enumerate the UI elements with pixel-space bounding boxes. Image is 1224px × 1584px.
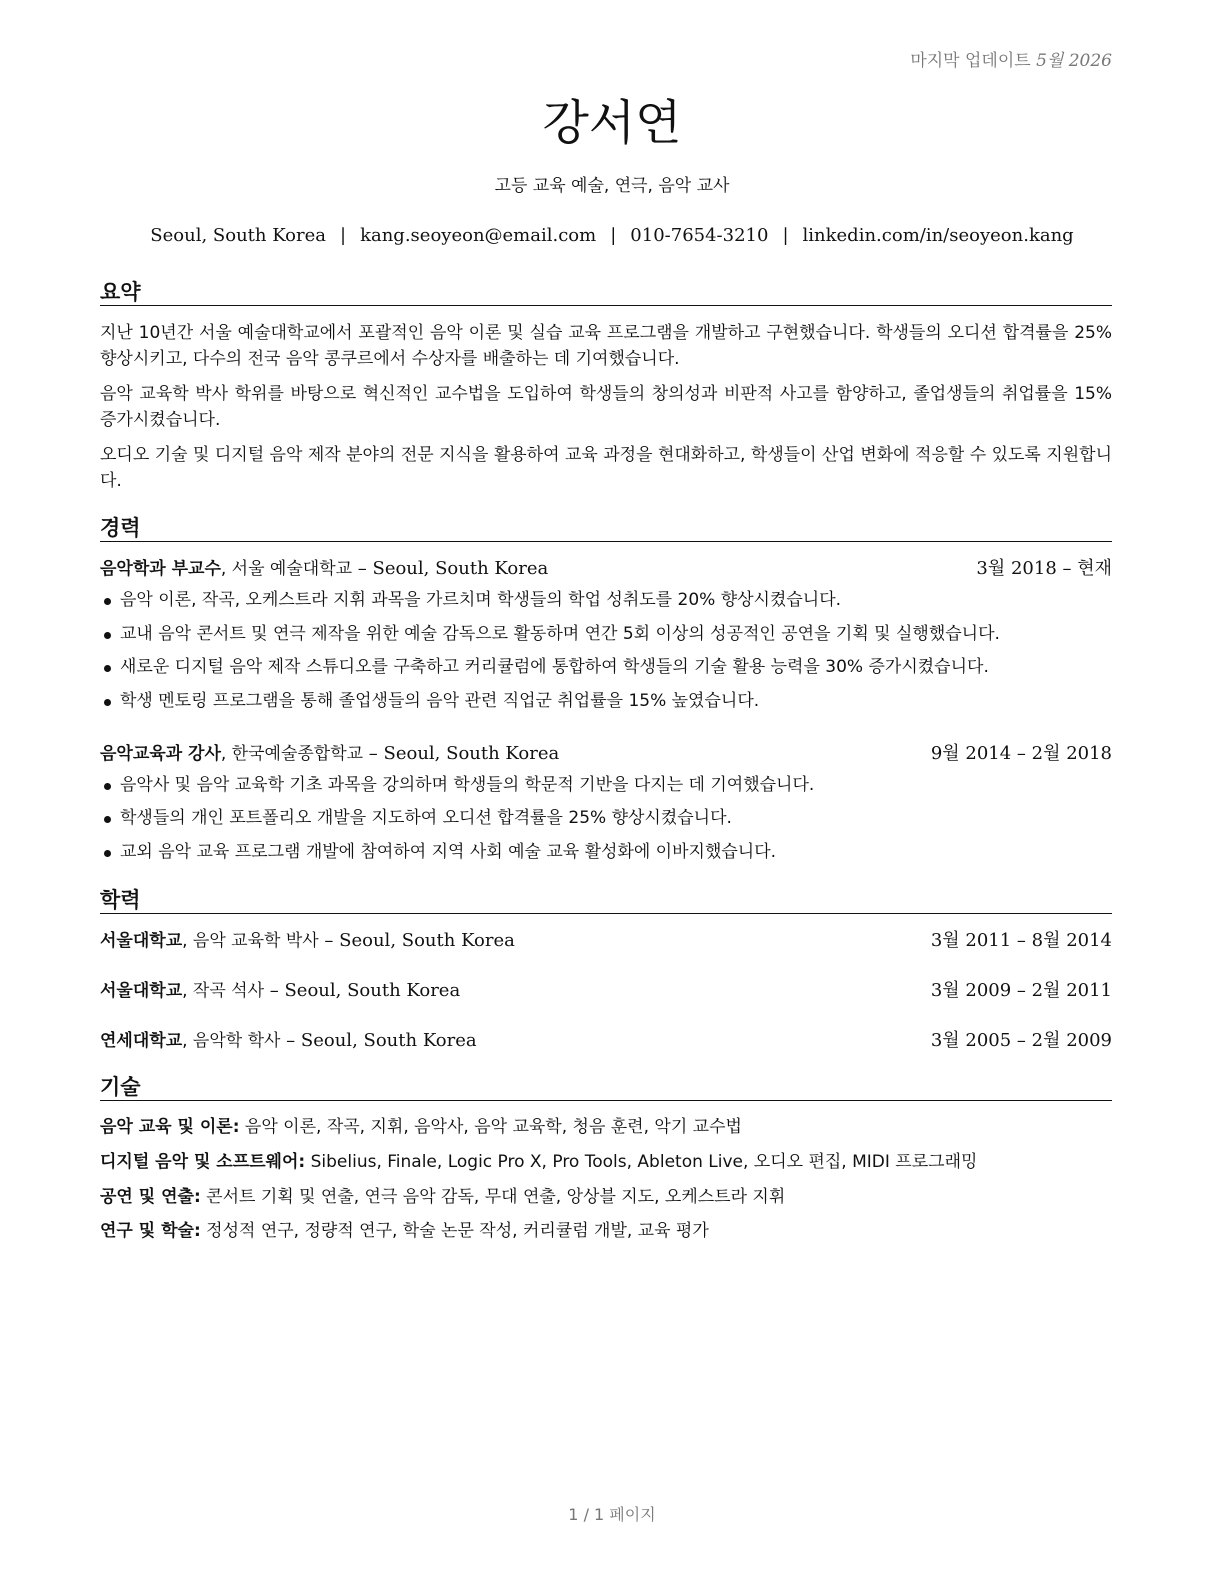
job-bullet: 교내 음악 콘서트 및 연극 제작을 위한 예술 감독으로 활동하며 연간 5회 이상의 성공적인 공연을 기획 및 실행했습니다.	[100, 622, 1112, 646]
bullet-dot	[104, 783, 111, 790]
job-role: 음악학과 부교수	[100, 559, 221, 579]
education-item	[100, 979, 1112, 1003]
summary-paragraph: 지난 10년간 서울 예술대학교에서 포괄적인 음악 이론 및 실습 교육 프로그램을 개발하고 구현했습니다. 학생들의 오디션 합격률을 25% 향상시키고, 다수의 전국 음악 콩쿠르에서 수상자를 배출하는 데 기여했습니다.	[100, 323, 1112, 369]
education-location: – Seoul, South Korea	[264, 980, 461, 1001]
education-degree: , 작곡 석사	[182, 981, 265, 1001]
skill-value: 음악 이론, 작곡, 지휘, 음악사, 음악 교육학, 청음 훈련, 악기 교수법	[239, 1117, 742, 1137]
bullet-dot	[104, 699, 111, 706]
education-school: 서울대학교	[100, 981, 183, 1001]
skill-label: 음악 교육 및 이론:	[100, 1117, 240, 1137]
education-degree: , 음악 교육학 박사	[182, 931, 319, 951]
skill-line	[100, 1114, 1112, 1140]
section-title-education: 학력	[100, 884, 1112, 914]
last-updated-month: 5월	[1036, 51, 1064, 71]
job-org: , 한국예술종합학교	[220, 744, 364, 764]
education-dates: 3월 2009 – 2월 2011	[930, 980, 1112, 1001]
job-bullet: 학생들의 개인 포트폴리오 개발을 지도하여 오디션 합격률을 25% 향상시켰습니다.	[100, 806, 1112, 830]
contact-phone: 010-7654-3210	[630, 225, 769, 246]
skill-value: Sibelius, Finale, Logic Pro X, Pro Tools, Ableton Live, 오디오 편집, MIDI 프로그래밍	[305, 1152, 978, 1172]
contact-location: Seoul, South Korea	[150, 225, 326, 246]
last-updated	[910, 46, 1112, 71]
contact-separator: |	[782, 225, 789, 246]
contact-separator: |	[610, 225, 617, 246]
job-bullet: 학생 멘토링 프로그램을 통해 졸업생들의 음악 관련 직업군 취업률을 15% 높였습니다.	[100, 689, 1112, 713]
bullet-dot	[104, 598, 111, 605]
education-dates: 3월 2005 – 2월 2009	[930, 1030, 1112, 1051]
job-bullet: 음악사 및 음악 교육학 기초 과목을 강의하며 학생들의 학문적 기반을 다지는 데 기여했습니다.	[100, 773, 1112, 797]
job-bullet: 교외 음악 교육 프로그램 개발에 참여하여 지역 사회 예술 교육 활성화에 이바지했습니다.	[100, 840, 1112, 864]
summary-paragraph: 음악 교육학 박사 학위를 바탕으로 혁신적인 교수법을 도입하여 학생들의 창의성과 비판적 사고를 함양하고, 졸업생들의 취업률을 15% 증가시켰습니다.	[100, 384, 1112, 430]
summary-paragraph: 오디오 기술 및 디지털 음악 제작 분야의 전문 지식을 활용하여 교육 과정을 현대화하고, 학생들이 산업 변화에 적응할 수 있도록 지원합니다.	[100, 445, 1112, 491]
job-title: 고등 교육 예술, 연극, 음악 교사	[494, 176, 730, 196]
bullet-dot	[104, 632, 111, 639]
job-bullet: 음악 이론, 작곡, 오케스트라 지휘 과목을 가르치며 학생들의 학업 성취도를 20% 향상시켰습니다.	[100, 588, 1112, 612]
contact-email[interactable]: kang.seoyeon@email.com	[360, 225, 597, 246]
skill-line	[100, 1149, 1112, 1175]
skill-line	[100, 1218, 1112, 1244]
job-header	[100, 742, 1112, 766]
job-location: – Seoul, South Korea	[363, 743, 560, 764]
skill-label: 공연 및 연출:	[100, 1187, 201, 1207]
candidate-name: 강서연	[542, 95, 682, 151]
education-item	[100, 1029, 1112, 1053]
education-dates: 3월 2011 – 8월 2014	[930, 930, 1112, 951]
section-title-experience: 경력	[100, 512, 1112, 542]
contact-line	[0, 225, 1224, 246]
skill-label: 디지털 음악 및 소프트웨어:	[100, 1152, 306, 1172]
page-number: 1 / 1 페이지	[568, 1505, 656, 1524]
bullet-dot	[104, 816, 111, 823]
education-location: – Seoul, South Korea	[318, 930, 515, 951]
education-school: 서울대학교	[100, 931, 183, 951]
section-title-summary: 요약	[100, 276, 1112, 306]
bullet-dot	[104, 850, 111, 857]
last-updated-year: 2026	[1068, 51, 1112, 71]
job-header	[100, 557, 1112, 581]
skill-value: 콘서트 기획 및 연출, 연극 음악 감독, 무대 연출, 앙상블 지도, 오케스트라 지휘	[200, 1187, 786, 1207]
education-school: 연세대학교	[100, 1031, 183, 1051]
job-bullet: 새로운 디지털 음악 제작 스튜디오를 구축하고 커리큘럼에 통합하여 학생들의 기술 활용 능력을 30% 증가시켰습니다.	[100, 655, 1112, 679]
job-org: , 서울 예술대학교	[220, 559, 353, 579]
skill-value: 정성적 연구, 정량적 연구, 학술 논문 작성, 커리큘럼 개발, 교육 평가	[200, 1221, 709, 1241]
bullet-dot	[104, 665, 111, 672]
contact-linkedin[interactable]: linkedin.com/in/seoyeon.kang	[802, 225, 1074, 246]
education-location: – Seoul, South Korea	[280, 1030, 477, 1051]
skill-label: 연구 및 학술:	[100, 1221, 201, 1241]
education-item	[100, 929, 1112, 953]
contact-separator: |	[340, 225, 347, 246]
job-role: 음악교육과 강사	[100, 744, 221, 764]
skill-line	[100, 1184, 1112, 1210]
job-location: – Seoul, South Korea	[352, 558, 549, 579]
education-degree: , 음악학 학사	[182, 1031, 281, 1051]
section-title-skills: 기술	[100, 1071, 1112, 1101]
job-dates: 9월 2014 – 2월 2018	[930, 743, 1112, 764]
last-updated-label: 마지막 업데이트	[910, 51, 1031, 71]
job-dates: 3월 2018 – 현재	[976, 558, 1112, 579]
